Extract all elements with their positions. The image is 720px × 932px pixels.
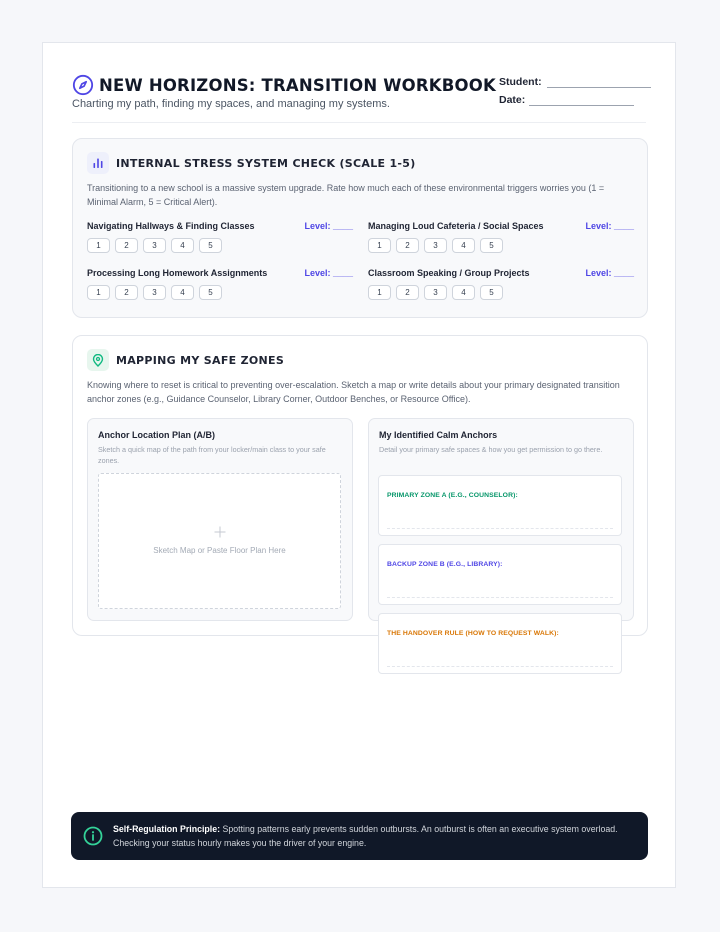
rating-button-2[interactable]: 2 — [115, 238, 138, 253]
level-label: Level: ____ — [585, 221, 634, 231]
backup-zone-box[interactable] — [378, 544, 622, 605]
sketch-area[interactable] — [98, 473, 341, 609]
page-subtitle: Charting my path, finding my spaces, and managing my systems. — [72, 98, 390, 110]
rating-scale — [368, 285, 634, 300]
sketch-placeholder: Sketch Map or Paste Floor Plan Here — [153, 546, 286, 555]
rating-scale — [368, 238, 634, 253]
info-icon — [83, 826, 103, 846]
item-label: Managing Loud Cafeteria / Social Spaces — [368, 221, 544, 231]
page-title: NEW HORIZONS: TRANSITION WORKBOOK — [99, 75, 497, 95]
level-label: Level: ____ — [585, 268, 634, 278]
stress-check-title: INTERNAL STRESS SYSTEM CHECK (SCALE 1-5) — [116, 156, 416, 170]
info-banner — [71, 812, 648, 860]
rating-button-4[interactable]: 4 — [452, 238, 475, 253]
rating-button-1[interactable]: 1 — [368, 238, 391, 253]
banner-body: Spotting patterns early prevents sudden outbursts. An outburst is often an executive system overload. Checking your status hourly makes you the driver of your engine. — [113, 824, 618, 848]
rating-button-5[interactable]: 5 — [480, 285, 503, 300]
chart-icon-box — [87, 152, 109, 174]
pin-icon-box — [87, 349, 109, 371]
rating-button-3[interactable]: 3 — [143, 285, 166, 300]
item-label: Classroom Speaking / Group Projects — [368, 268, 530, 278]
plus-icon — [214, 526, 226, 538]
rating-button-1[interactable]: 1 — [87, 238, 110, 253]
worksheet-page — [42, 42, 676, 888]
level-label: Level: ____ — [304, 268, 353, 278]
date-field[interactable] — [499, 94, 634, 106]
item-label: Navigating Hallways & Finding Classes — [87, 221, 255, 231]
rating-button-1[interactable]: 1 — [368, 285, 391, 300]
calm-anchors-title: My Identified Calm Anchors — [379, 430, 498, 440]
date-line[interactable] — [529, 95, 634, 106]
rating-button-1[interactable]: 1 — [87, 285, 110, 300]
date-label: Date: — [499, 94, 526, 106]
student-label: Student: — [499, 76, 542, 88]
rating-button-2[interactable]: 2 — [115, 285, 138, 300]
stress-check-header — [87, 152, 416, 174]
safe-zones-title: MAPPING MY SAFE ZONES — [116, 353, 285, 367]
stress-check-card — [72, 138, 648, 318]
rating-button-4[interactable]: 4 — [171, 238, 194, 253]
header-divider — [72, 122, 646, 123]
anchor-plan-subtitle: Sketch a quick map of the path from your locker/main class to your safe zones. — [98, 445, 326, 465]
map-pin-icon — [92, 354, 104, 367]
rating-button-3[interactable]: 3 — [143, 238, 166, 253]
header — [72, 74, 496, 96]
student-line[interactable] — [547, 77, 651, 88]
handover-rule-label: THE HANDOVER RULE (HOW TO REQUEST WALK): — [387, 630, 559, 637]
rating-button-3[interactable]: 3 — [424, 285, 447, 300]
rating-scale — [87, 238, 353, 253]
banner-lead: Self-Regulation Principle: — [113, 824, 221, 834]
anchor-plan-panel — [87, 418, 353, 621]
rating-button-3[interactable]: 3 — [424, 238, 447, 253]
primary-zone-label: PRIMARY ZONE A (E.G., COUNSELOR): — [387, 492, 518, 499]
handover-rule-box[interactable] — [378, 613, 622, 674]
stress-item-hallways — [87, 221, 353, 253]
backup-zone-label: BACKUP ZONE B (E.G., LIBRARY): — [387, 561, 503, 568]
rating-button-2[interactable]: 2 — [396, 285, 419, 300]
calm-anchors-subtitle: Detail your primary safe spaces & how you get permission to go there. — [379, 445, 603, 454]
rating-button-4[interactable]: 4 — [452, 285, 475, 300]
bar-chart-icon — [92, 157, 104, 169]
safe-zones-header — [87, 349, 284, 371]
student-field[interactable] — [499, 76, 651, 88]
write-line — [387, 666, 613, 667]
stress-check-description: Transitioning to a new school is a massive system upgrade. Rate how much each of these environmental triggers worries you (1 = Minimal Alarm, 5 = Critical Alert). — [87, 183, 605, 207]
safe-zones-description: Knowing where to reset is critical to preventing over-escalation. Sketch a map or write details about your primary designated transition anchor zones (e.g., Guidance Counselor, Library Corner, Outdoor Benches, or Resource Office). — [87, 380, 620, 404]
anchor-plan-title: Anchor Location Plan (A/B) — [98, 430, 215, 440]
level-label: Level: ____ — [304, 221, 353, 231]
item-label: Processing Long Homework Assignments — [87, 268, 268, 278]
rating-scale — [87, 285, 353, 300]
rating-button-5[interactable]: 5 — [199, 238, 222, 253]
stress-item-homework — [87, 268, 353, 300]
rating-button-2[interactable]: 2 — [396, 238, 419, 253]
primary-zone-box[interactable] — [378, 475, 622, 536]
stress-item-cafeteria — [368, 221, 634, 253]
write-line — [387, 597, 613, 598]
banner-text — [113, 822, 638, 850]
rating-button-4[interactable]: 4 — [171, 285, 194, 300]
write-line — [387, 528, 613, 529]
rating-button-5[interactable]: 5 — [199, 285, 222, 300]
stress-item-speaking — [368, 268, 634, 300]
rating-button-5[interactable]: 5 — [480, 238, 503, 253]
compass-icon — [72, 74, 94, 96]
